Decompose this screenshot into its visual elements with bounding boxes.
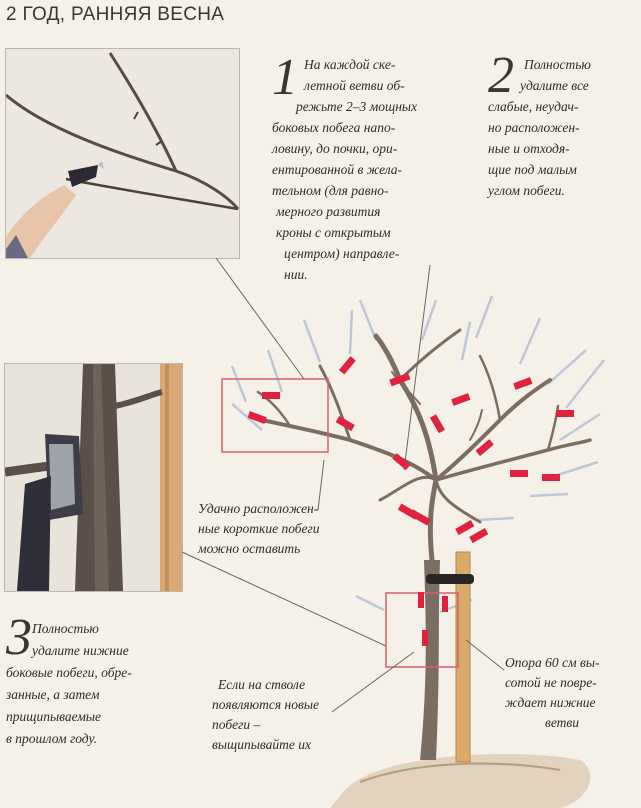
step-1-text: На каждой ске- летной ветви об- режьте 2–3 мощных боковых побега напо- ловину, до почки, ори- ентированной в жела- тельном (для равно- мерного развития кроны с открытым центром) направле- нии. <box>272 57 418 282</box>
callout-trunk-shoots: Если на стволе появляются новые побеги – выщипывайте их <box>212 677 319 752</box>
callout-support: Опора 60 см вы- сотой не повре- ждает нижние ветви <box>505 655 600 730</box>
step-1-number: 1 <box>272 49 298 106</box>
step-2-number: 2 <box>488 47 514 104</box>
step-3-text: Полностью удалите нижние боковые побеги, обре- занные, а затем прищипываемые в прошлом году. <box>6 621 132 746</box>
step-3-number: 3 <box>6 609 32 666</box>
step-2-text: Полностью удалите все слабые, неудач- но расположен- ные и отходя- щие под малым углом побеги. <box>488 57 591 198</box>
page-heading: 2 ГОД, РАННЯЯ ВЕСНА <box>6 4 225 25</box>
callout-good-shoots: Удачно расположен- ные короткие побеги можно оставить <box>198 501 320 556</box>
